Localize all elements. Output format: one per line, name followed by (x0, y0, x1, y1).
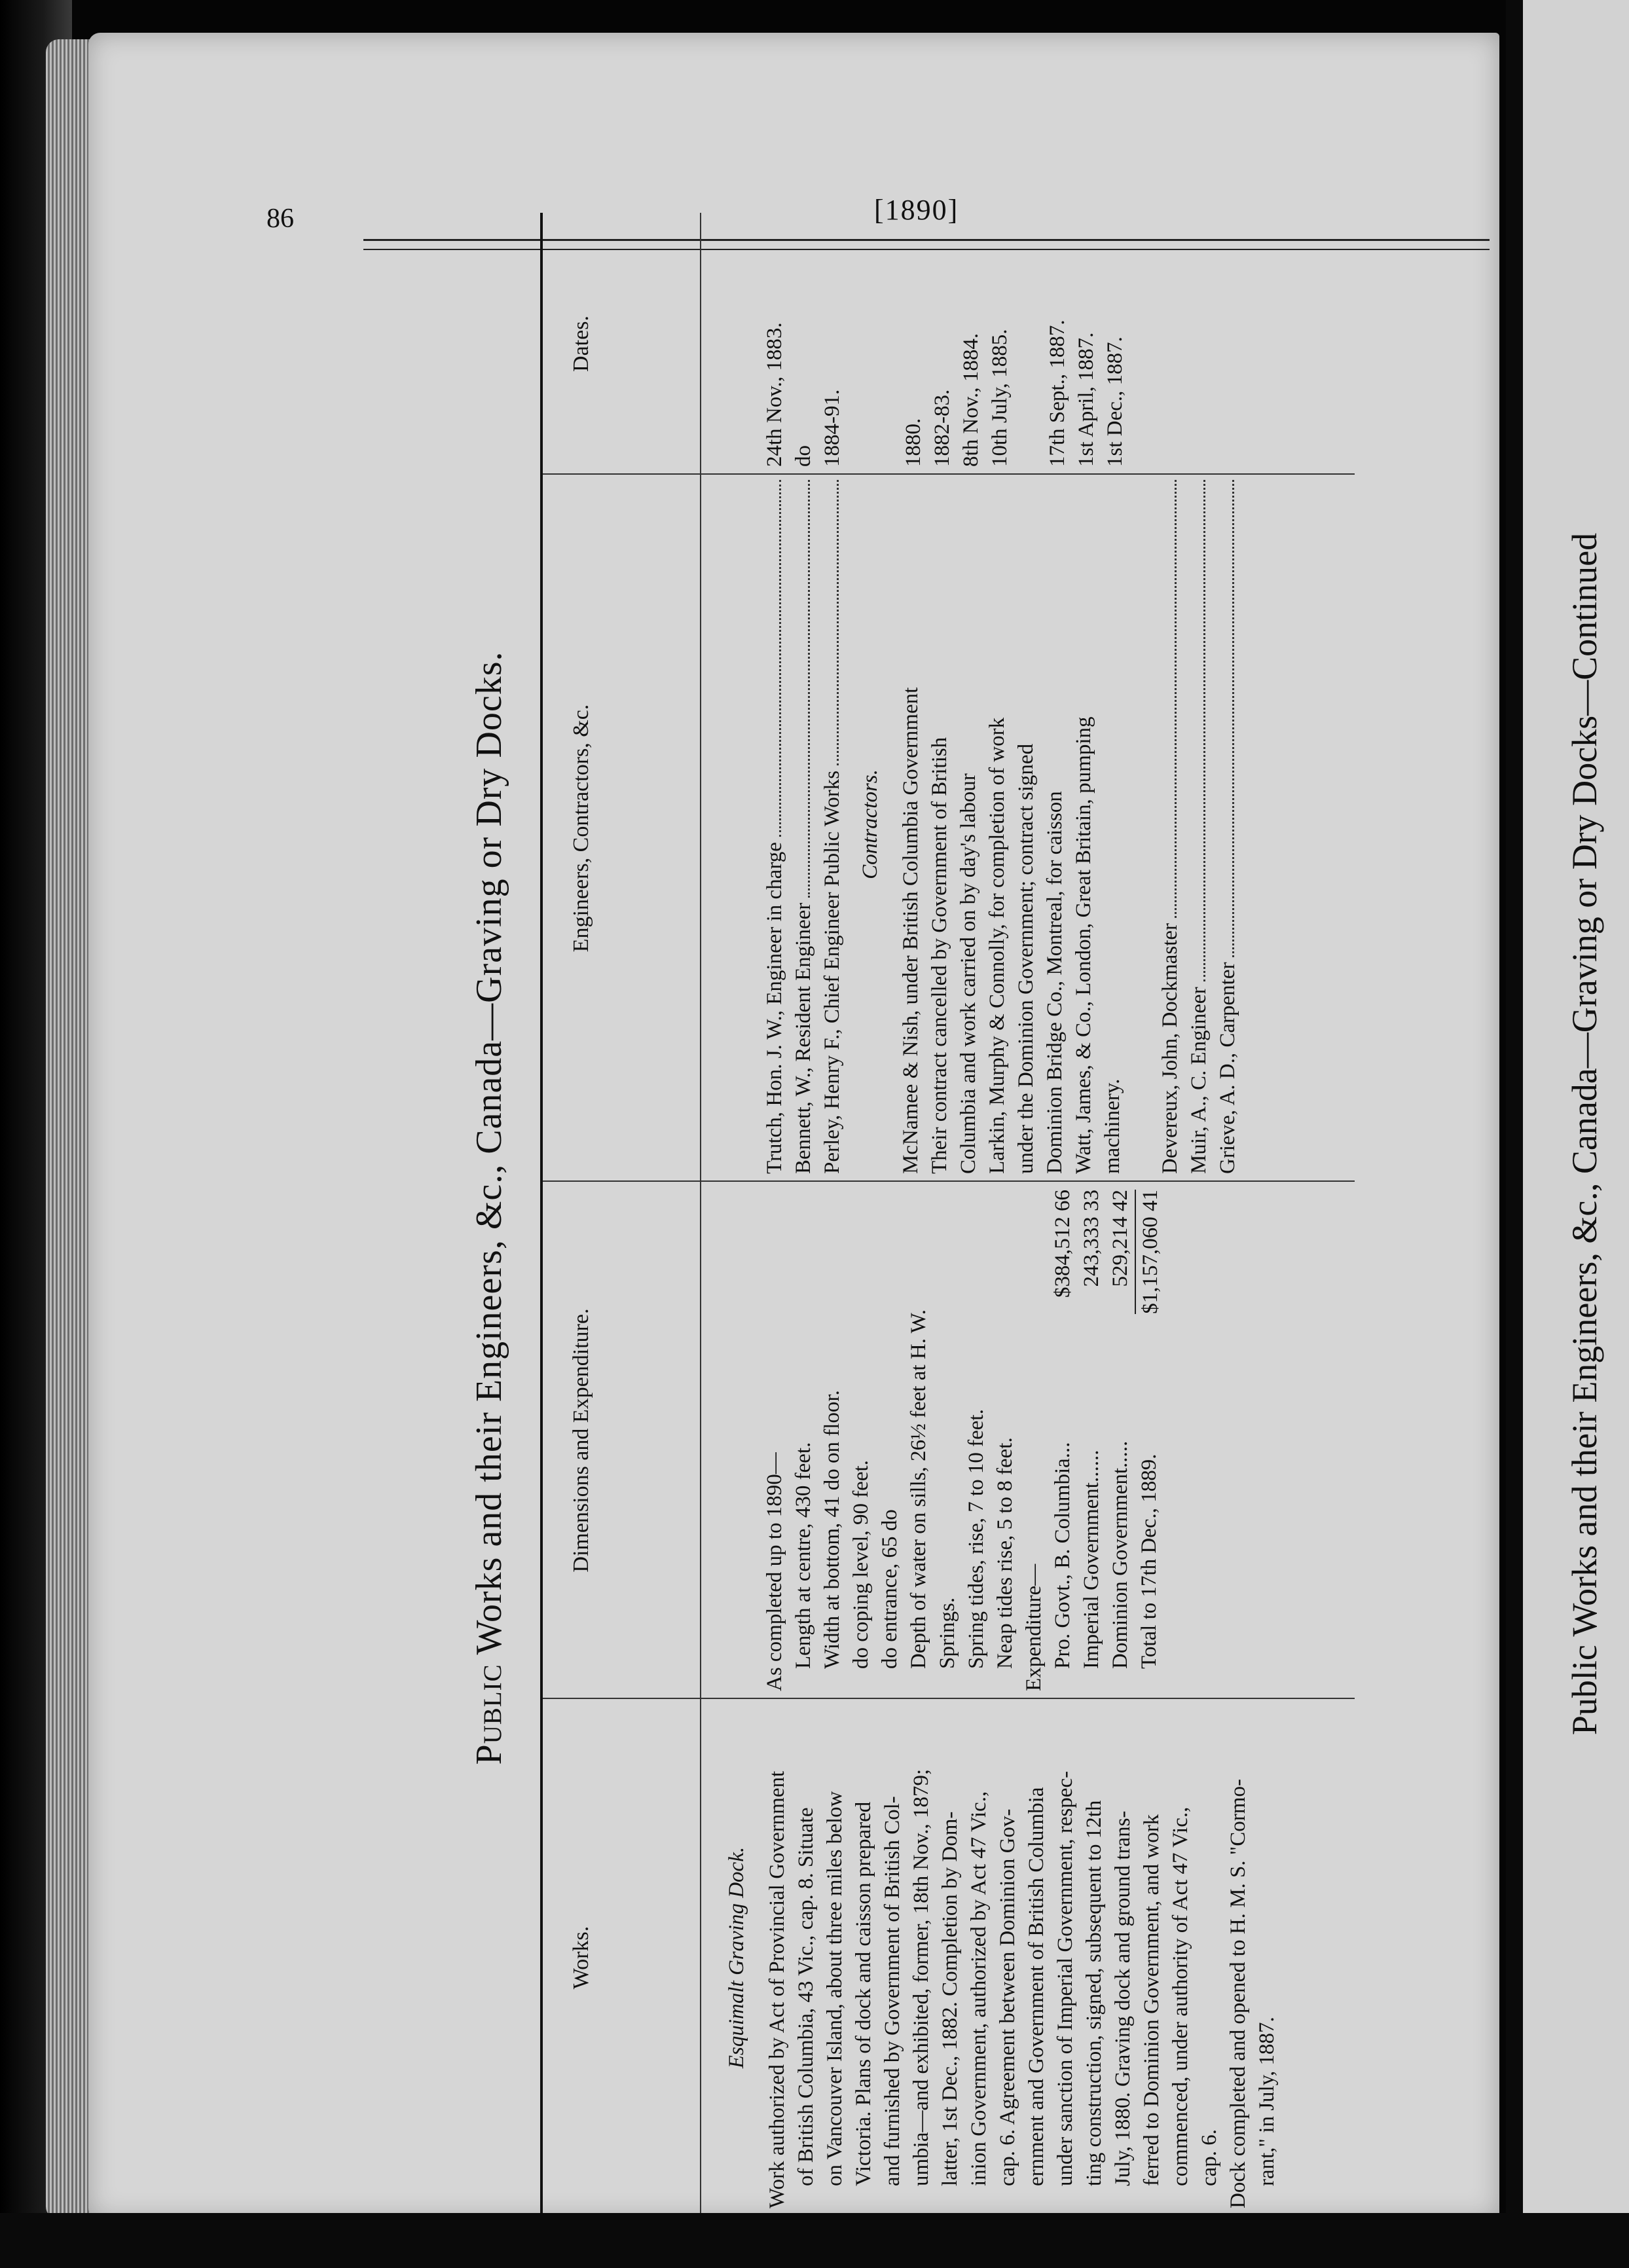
works-line: commenced, under authority of Act 47 Vic., (1169, 1806, 1192, 2186)
dimension-line: Spring tides, rise, 7 to 10 feet. (964, 1409, 988, 1669)
date-value: 1st Dec., 1887. (1103, 337, 1127, 467)
engineers-body (713, 475, 1242, 1174)
next-page-title: Public Works and their Engineers, &c., Canada—Graving or Dry Docks—Continued (1565, 532, 1604, 1736)
engineer-line (954, 475, 983, 1174)
dot-leader (1184, 480, 1205, 981)
title-prefix: Public (469, 1664, 509, 1765)
works-line: July, 1880. Graving dock and ground trans- (1111, 1810, 1135, 2186)
expenditure-label: Imperial Government...... (1080, 1450, 1103, 1669)
dimension-line: Springs. (936, 1597, 959, 1669)
works-line: latter, 1st Dec., 1882. Completion by Dom- (938, 1811, 962, 2186)
works-line: cap. 6. Agreement between Dominion Gov- (996, 1808, 1019, 2186)
dates-body (713, 221, 1129, 467)
works-body (713, 1707, 1281, 2208)
engineer-line (1069, 475, 1098, 1174)
engineer-line (1184, 475, 1213, 1174)
engineer-text: Trutch, Hon. J. W., Engineer in charge (763, 842, 786, 1174)
engineers-header: Engineers, Contractors, &c. (569, 704, 593, 953)
date-value: do (792, 445, 815, 467)
engineer-line (760, 475, 789, 1174)
dimension-line: do coping level, 90 feet. (849, 1460, 873, 1669)
works-line: Dock completed and opened to H. M. S. "Cormo- (1226, 1779, 1250, 2208)
engineer-text: Watt, James, & Co., London, Great Britain, pumping (1072, 716, 1095, 1174)
engineer-line (896, 475, 925, 1174)
expenditure-row (1106, 1190, 1135, 1691)
works-table (540, 213, 1355, 2216)
next-page-edge (1506, 0, 1629, 2268)
date-value: 17th Sept., 1887. (1046, 320, 1069, 467)
works-line: cap. 6. (1198, 2129, 1221, 2186)
engineer-line (1156, 475, 1184, 1174)
engineer-text: Their contract cancelled by Government of British (928, 737, 951, 1174)
table-title (468, 167, 510, 2249)
rotated-table-block (462, 167, 1365, 2249)
works-line: umbia—and exhibited, former, 18th Nov., 1879; (909, 1768, 933, 2186)
scanned-page (88, 33, 1499, 2220)
expenditure-row (1048, 1190, 1077, 1691)
engineer-text: Grieve, A. D., Carpenter (1216, 962, 1239, 1174)
page-year: [1890] (874, 194, 959, 226)
dimension-line: Neap tides rise, 5 to 8 feet. (993, 1437, 1017, 1669)
engineer-text: Devereux, John, Dockmaster (1158, 923, 1182, 1174)
expenditure-label: Pro. Govt., B. Columbia... (1051, 1442, 1074, 1669)
works-line: Victoria. Plans of dock and caisson prepared (852, 1801, 875, 2186)
dot-leader (789, 480, 810, 898)
contractors-heading: Contractors. (858, 769, 882, 879)
date-value: 1882-83. (930, 389, 954, 467)
dimensions-header: Dimensions and Expenditure. (569, 1308, 593, 1573)
works-line: ernment and Government of British Columbia (1025, 1787, 1048, 2186)
works-line: of British Columbia, 43 Vic., cap. 8. Situate (794, 1807, 818, 2186)
engineer-line (983, 475, 1012, 1174)
engineer-text: Muir, A., C. Engineer (1187, 987, 1211, 1174)
works-heading: Esquimalt Graving Dock. (725, 1846, 748, 2069)
date-value: 1st April, 1887. (1074, 332, 1098, 467)
engineer-text: Dominion Bridge Co., Montreal, for caisson (1043, 791, 1067, 1174)
date-value: 8th Nov., 1884. (959, 333, 983, 467)
engineer-text: Perley, Henry F., Chief Engineer Public Works (820, 770, 844, 1174)
dates-header: Dates. (569, 316, 593, 372)
expenditure-label: Dominion Government..... (1108, 1440, 1132, 1669)
dimension-line: Length at centre, 430 feet. (792, 1442, 815, 1669)
engineer-line (1040, 475, 1069, 1174)
engineers-column (543, 475, 1355, 1182)
engineer-line (1012, 475, 1040, 1174)
dot-leader (1156, 480, 1177, 918)
date-value: 10th July, 1885. (988, 329, 1012, 467)
works-line: and furnished by Government of British Col- (881, 1796, 904, 2186)
expenditure-row (1077, 1190, 1106, 1691)
expenditure-amount: 529,214 42 (1108, 1190, 1132, 1287)
dimensions-column (543, 1182, 1355, 1699)
page-number: 86 (266, 204, 294, 234)
engineer-text: Bennett, W., Resident Engineer (792, 902, 815, 1174)
date-value: 1880. (902, 418, 925, 467)
dimensions-body (713, 1190, 1165, 1691)
total-label: Total to 17th Dec., 1889. (1137, 1454, 1161, 1669)
engineer-line (1213, 475, 1242, 1174)
works-line: under sanction of Imperial Government, respec- (1053, 1770, 1077, 2186)
total-row (1135, 1190, 1165, 1691)
dot-leader (818, 480, 839, 765)
expenditure-amount: $384,512 66 (1051, 1190, 1074, 1298)
works-line: ferred to Dominion Government, and work (1140, 1814, 1163, 2186)
engineer-text: Columbia and work carried on by day's labour (957, 773, 980, 1174)
engineer-text: McNamee & Nish, under British Columbia Government (899, 687, 923, 1174)
dimension-line: Depth of water on sills, 26½ feet at H. W. (907, 1309, 930, 1669)
bottom-shadow (0, 2213, 1629, 2268)
title-rest: Works and their Engineers, &c., Canada—Graving or Dry Docks. (469, 651, 509, 1664)
engineer-line (1098, 475, 1127, 1174)
date-value: 24th Nov., 1883. (763, 322, 786, 467)
dimension-line: Expenditure— (1022, 1564, 1046, 1691)
works-line: inion Government, authorized by Act 47 Vic., (967, 1791, 991, 2186)
engineer-text: under the Dominion Government; contract signed (1014, 743, 1038, 1174)
dimension-line: Width at bottom, 41 do on floor. (820, 1390, 844, 1669)
works-column (543, 1699, 1355, 2216)
dates-column (543, 213, 1355, 475)
date-value: 1884-91. (820, 389, 844, 467)
engineer-text: machinery. (1101, 1078, 1124, 1174)
dimension-line: As completed up to 1890— (763, 1452, 786, 1691)
expenditure-amount: 243,333 33 (1080, 1190, 1103, 1287)
engineer-line (818, 475, 847, 1174)
works-line: Work authorized by Act of Provincial Government (765, 1770, 789, 2208)
engineer-text: Larkin, Murphy & Connolly, for completion of work (985, 717, 1009, 1174)
dimension-line: do entrance, 65 do (878, 1509, 902, 1669)
dot-leader (760, 480, 781, 837)
engineer-line (789, 475, 818, 1174)
total-amount: $1,157,060 41 (1135, 1190, 1165, 1314)
engineer-line (925, 475, 954, 1174)
works-line: ting construction, signed, subsequent to 12th (1082, 1800, 1106, 2186)
dot-leader (1213, 480, 1234, 957)
works-header: Works. (569, 1926, 593, 1990)
works-line: rant," in July, 1887. (1255, 2017, 1279, 2186)
works-line: on Vancouver Island, about three miles below (823, 1791, 847, 2186)
